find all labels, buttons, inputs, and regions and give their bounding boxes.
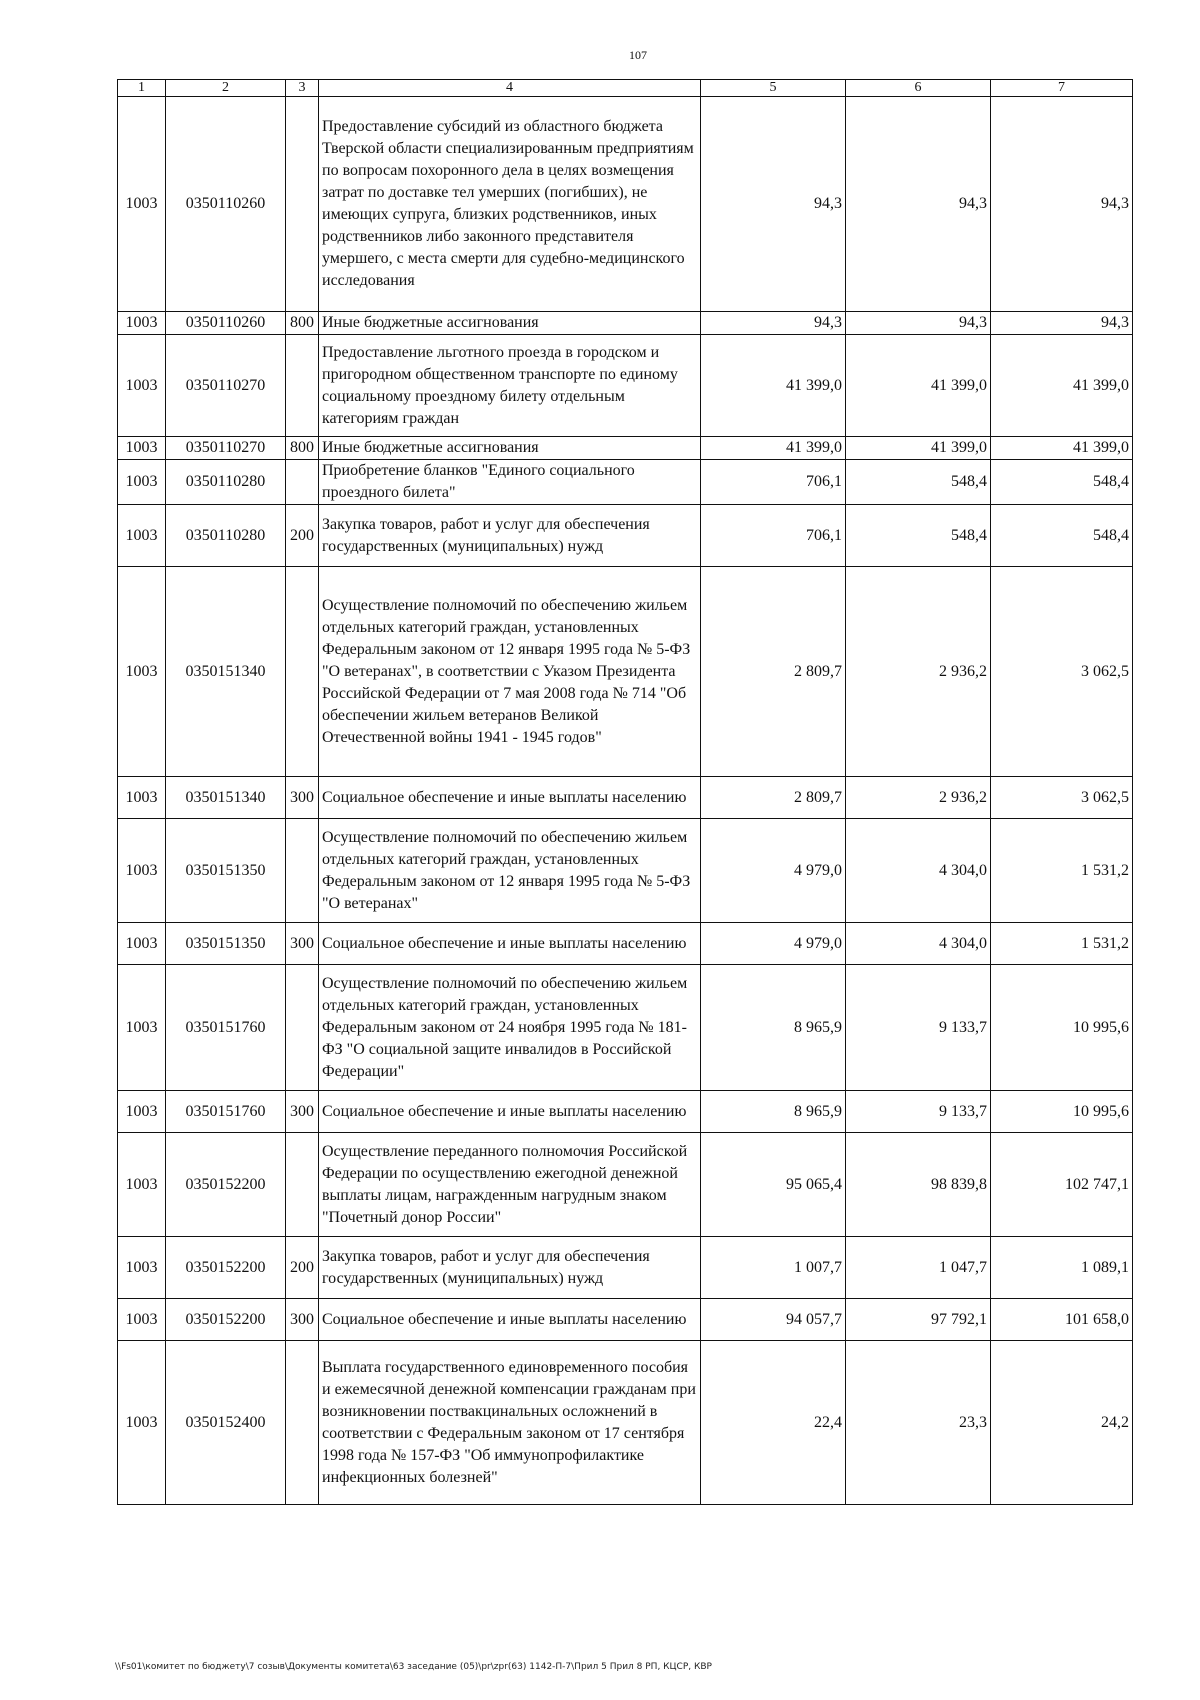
- table-row: [118, 965, 1133, 1091]
- cell-amount-col5: 2 809,7: [701, 567, 846, 777]
- cell-amount-col7: 41 399,0: [991, 437, 1133, 460]
- cell-amount-col6: 9 133,7: [846, 1091, 991, 1133]
- cell-section: 1003: [118, 460, 166, 505]
- footer-file-path: \\Fs01\комитет по бюджету\7 созыв\Документы комитета\63 заседание (05)\pr\zpr(63) 1142-П-7\Прил 5 Прил 8 РП, КЦСР, КВР: [115, 1662, 712, 1672]
- cell-section: 1003: [118, 923, 166, 965]
- cell-section: 1003: [118, 1237, 166, 1299]
- cell-amount-col5: 4 979,0: [701, 819, 846, 923]
- column-header-1: 1: [118, 80, 166, 97]
- cell-section: 1003: [118, 1091, 166, 1133]
- table-row: [118, 335, 1133, 437]
- table-row: [118, 923, 1133, 965]
- table-row: [118, 1299, 1133, 1341]
- cell-amount-col7: 3 062,5: [991, 567, 1133, 777]
- cell-expense-type: 200: [286, 1237, 319, 1299]
- table-row: [118, 1237, 1133, 1299]
- cell-expense-type: [286, 1341, 319, 1505]
- cell-name: Осуществление полномочий по обеспечению жильем отдельных категорий граждан, установленных Федеральным законом от 24 ноября 1995 года № 181-ФЗ "О социальной защите инвалидов в Российской Федерации": [319, 965, 701, 1091]
- cell-amount-col7: 1 531,2: [991, 819, 1133, 923]
- cell-amount-col6: 94,3: [846, 97, 991, 312]
- cell-amount-col7: 1 089,1: [991, 1237, 1133, 1299]
- cell-name: Социальное обеспечение и иные выплаты населению: [319, 777, 701, 819]
- cell-amount-col7: 94,3: [991, 312, 1133, 335]
- cell-name: Предоставление льготного проезда в городском и пригородном общественном транспорте по единому социальному проездному билету отдельным категориям граждан: [319, 335, 701, 437]
- cell-name: Социальное обеспечение и иные выплаты населению: [319, 1299, 701, 1341]
- cell-amount-col6: 2 936,2: [846, 777, 991, 819]
- cell-section: 1003: [118, 777, 166, 819]
- cell-name: Социальное обеспечение и иные выплаты населению: [319, 1091, 701, 1133]
- cell-expense-type: [286, 567, 319, 777]
- cell-amount-col7: 102 747,1: [991, 1133, 1133, 1237]
- table-row: [118, 460, 1133, 505]
- cell-name: Иные бюджетные ассигнования: [319, 312, 701, 335]
- cell-amount-col5: 706,1: [701, 505, 846, 567]
- cell-target-code: 0350152200: [166, 1237, 286, 1299]
- cell-target-code: 0350151340: [166, 567, 286, 777]
- column-header-6: 6: [846, 80, 991, 97]
- cell-amount-col7: 1 531,2: [991, 923, 1133, 965]
- cell-target-code: 0350152400: [166, 1341, 286, 1505]
- cell-section: 1003: [118, 567, 166, 777]
- cell-name: Предоставление субсидий из областного бюджета Тверской области специализированным предприятиям по вопросам похоронного дела в целях возмещения затрат по доставке тел умерших (погибших), не имеющих супруга, близких родственников, иных родственников либо законного представителя умершего, с места смерти для судебно-медицинского исследования: [319, 97, 701, 312]
- cell-section: 1003: [118, 97, 166, 312]
- column-header-2: 2: [166, 80, 286, 97]
- cell-amount-col6: 548,4: [846, 460, 991, 505]
- table-row: [118, 567, 1133, 777]
- cell-amount-col6: 4 304,0: [846, 923, 991, 965]
- cell-target-code: 0350152200: [166, 1299, 286, 1341]
- cell-amount-col6: 2 936,2: [846, 567, 991, 777]
- cell-amount-col6: 97 792,1: [846, 1299, 991, 1341]
- table-row: [118, 1091, 1133, 1133]
- cell-amount-col5: 2 809,7: [701, 777, 846, 819]
- cell-section: 1003: [118, 819, 166, 923]
- cell-expense-type: [286, 335, 319, 437]
- cell-section: 1003: [118, 1133, 166, 1237]
- cell-amount-col5: 95 065,4: [701, 1133, 846, 1237]
- cell-name: Иные бюджетные ассигнования: [319, 437, 701, 460]
- budget-table: [117, 79, 1133, 1505]
- cell-amount-col6: 41 399,0: [846, 437, 991, 460]
- cell-amount-col7: 101 658,0: [991, 1299, 1133, 1341]
- cell-expense-type: [286, 460, 319, 505]
- column-header-7: 7: [991, 80, 1133, 97]
- cell-name: Социальное обеспечение и иные выплаты населению: [319, 923, 701, 965]
- table-row: [118, 777, 1133, 819]
- cell-target-code: 0350151350: [166, 819, 286, 923]
- cell-target-code: 0350110280: [166, 505, 286, 567]
- cell-amount-col6: 9 133,7: [846, 965, 991, 1091]
- cell-expense-type: 300: [286, 1299, 319, 1341]
- cell-target-code: 0350110270: [166, 437, 286, 460]
- cell-amount-col7: 548,4: [991, 460, 1133, 505]
- cell-target-code: 0350151760: [166, 965, 286, 1091]
- cell-name: Осуществление полномочий по обеспечению жильем отдельных категорий граждан, установленных Федеральным законом от 12 января 1995 года № 5-ФЗ "О ветеранах": [319, 819, 701, 923]
- cell-target-code: 0350110270: [166, 335, 286, 437]
- cell-name: Закупка товаров, работ и услуг для обеспечения государственных (муниципальных) нужд: [319, 1237, 701, 1299]
- cell-section: 1003: [118, 965, 166, 1091]
- cell-amount-col5: 8 965,9: [701, 1091, 846, 1133]
- table-row: [118, 437, 1133, 460]
- cell-expense-type: 800: [286, 437, 319, 460]
- cell-amount-col5: 22,4: [701, 1341, 846, 1505]
- cell-section: 1003: [118, 505, 166, 567]
- cell-expense-type: 800: [286, 312, 319, 335]
- cell-section: 1003: [118, 335, 166, 437]
- table-row: [118, 1341, 1133, 1505]
- column-header-5: 5: [701, 80, 846, 97]
- cell-target-code: 0350151350: [166, 923, 286, 965]
- cell-amount-col5: 94 057,7: [701, 1299, 846, 1341]
- cell-amount-col7: 94,3: [991, 97, 1133, 312]
- cell-amount-col5: 706,1: [701, 460, 846, 505]
- cell-name: Приобретение бланков "Единого социального проездного билета": [319, 460, 701, 505]
- column-number-row: [118, 80, 1133, 97]
- cell-amount-col7: 24,2: [991, 1341, 1133, 1505]
- cell-amount-col6: 41 399,0: [846, 335, 991, 437]
- cell-section: 1003: [118, 1341, 166, 1505]
- cell-section: 1003: [118, 437, 166, 460]
- cell-expense-type: [286, 819, 319, 923]
- cell-amount-col5: 4 979,0: [701, 923, 846, 965]
- cell-target-code: 0350110280: [166, 460, 286, 505]
- table-row: [118, 505, 1133, 567]
- page-number: 107: [629, 48, 647, 62]
- table-body: [118, 97, 1133, 1505]
- cell-target-code: 0350152200: [166, 1133, 286, 1237]
- cell-amount-col7: 41 399,0: [991, 335, 1133, 437]
- cell-amount-col6: 23,3: [846, 1341, 991, 1505]
- cell-expense-type: 300: [286, 1091, 319, 1133]
- cell-target-code: 0350110260: [166, 312, 286, 335]
- cell-target-code: 0350151340: [166, 777, 286, 819]
- cell-amount-col7: 10 995,6: [991, 1091, 1133, 1133]
- cell-amount-col5: 1 007,7: [701, 1237, 846, 1299]
- table-row: [118, 312, 1133, 335]
- cell-amount-col7: 3 062,5: [991, 777, 1133, 819]
- cell-section: 1003: [118, 312, 166, 335]
- cell-amount-col5: 94,3: [701, 312, 846, 335]
- cell-expense-type: 300: [286, 923, 319, 965]
- cell-amount-col5: 41 399,0: [701, 437, 846, 460]
- cell-amount-col5: 94,3: [701, 97, 846, 312]
- column-header-3: 3: [286, 80, 319, 97]
- cell-expense-type: 300: [286, 777, 319, 819]
- cell-amount-col6: 1 047,7: [846, 1237, 991, 1299]
- cell-amount-col6: 98 839,8: [846, 1133, 991, 1237]
- cell-target-code: 0350151760: [166, 1091, 286, 1133]
- cell-name: Осуществление переданного полномочия Российской Федерации по осуществлению ежегодной денежной выплаты лицам, награжденным нагрудным знаком "Почетный донор России": [319, 1133, 701, 1237]
- table-row: [118, 1133, 1133, 1237]
- cell-section: 1003: [118, 1299, 166, 1341]
- table-row: [118, 97, 1133, 312]
- cell-expense-type: 200: [286, 505, 319, 567]
- cell-expense-type: [286, 97, 319, 312]
- cell-amount-col5: 8 965,9: [701, 965, 846, 1091]
- cell-amount-col5: 41 399,0: [701, 335, 846, 437]
- cell-amount-col7: 548,4: [991, 505, 1133, 567]
- cell-amount-col6: 94,3: [846, 312, 991, 335]
- cell-expense-type: [286, 1133, 319, 1237]
- cell-target-code: 0350110260: [166, 97, 286, 312]
- cell-amount-col6: 548,4: [846, 505, 991, 567]
- table-row: [118, 819, 1133, 923]
- cell-name: Выплата государственного единовременного пособия и ежемесячной денежной компенсации гражданам при возникновении поствакцинальных осложнений в соответствии с Федеральным законом от 17 сентября 1998 года № 157-ФЗ "Об иммунопрофилактике инфекционных болезней": [319, 1341, 701, 1505]
- cell-expense-type: [286, 965, 319, 1091]
- cell-amount-col7: 10 995,6: [991, 965, 1133, 1091]
- cell-amount-col6: 4 304,0: [846, 819, 991, 923]
- cell-name: Осуществление полномочий по обеспечению жильем отдельных категорий граждан, установленных Федеральным законом от 12 января 1995 года № 5-ФЗ "О ветеранах", в соответствии с Указом Президента Российской Федерации от 7 мая 2008 года № 714 "Об обеспечении жильем ветеранов Великой Отечественной войны 1941 - 1945 годов": [319, 567, 701, 777]
- column-header-4: 4: [319, 80, 701, 97]
- cell-name: Закупка товаров, работ и услуг для обеспечения государственных (муниципальных) нужд: [319, 505, 701, 567]
